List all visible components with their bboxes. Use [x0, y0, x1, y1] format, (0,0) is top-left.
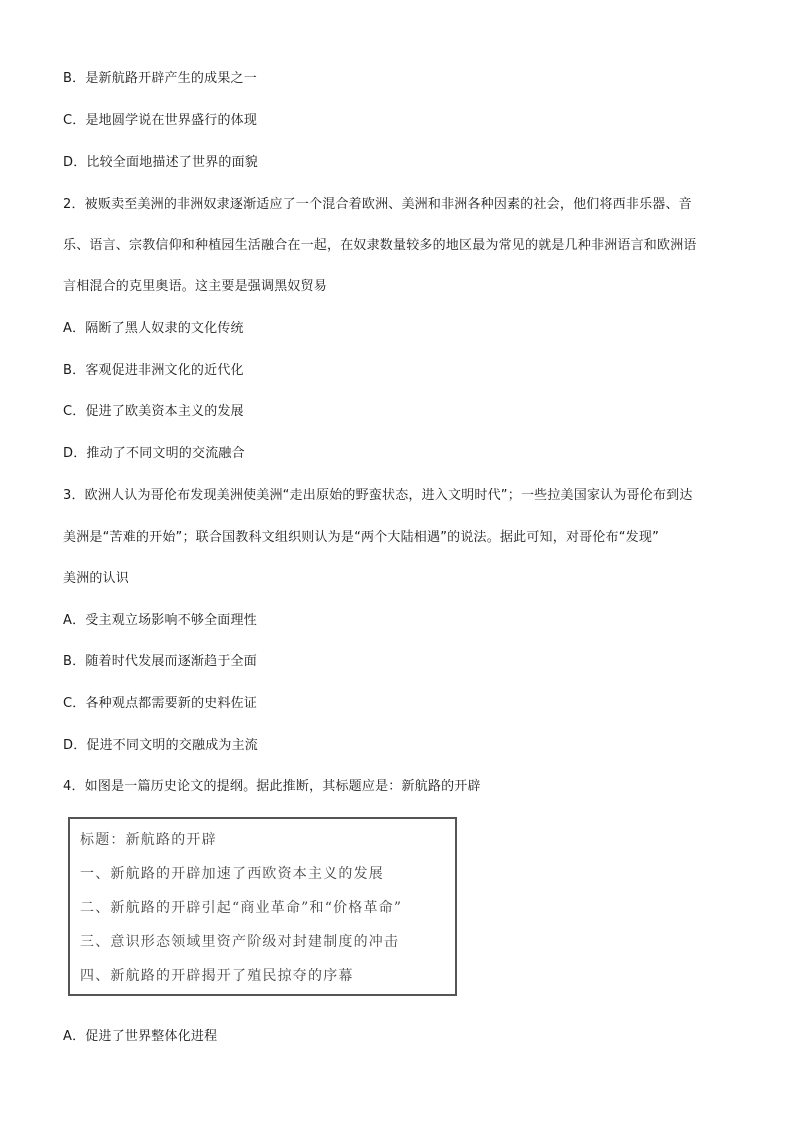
q3-stem-line-1: 3．欧洲人认为哥伦布发现美洲使美洲“走出原始的野蛮状态，进入文明时代”；一些拉美国家认为哥伦布到达: [63, 488, 693, 503]
q1-option-c: C．是地圆学说在世界盛行的体现: [63, 113, 258, 128]
q1-option-b: B．是新航路开辟产生的成果之一: [63, 71, 257, 86]
q4-option-a: A．促进了世界整体化进程: [63, 1029, 218, 1044]
q2-stem-line-2: 乐、语言、宗教信仰和种植园生活融合在一起，在奴隶数量较多的地区最为常见的就是几种非洲语言和欧洲语: [63, 238, 697, 253]
thesis-outline-figure: [68, 817, 457, 996]
q1-option-d: D．比较全面地描述了世界的面貌: [63, 155, 259, 170]
q3-option-c: C．各种观点都需要新的史料佐证: [63, 696, 258, 711]
outline-title: 标题：新航路的开辟: [80, 832, 217, 848]
q2-stem-line-3: 言相混合的克里奥语。这主要是强调黑奴贸易: [63, 279, 328, 294]
outline-item-1: 一、新航路的开辟加速了西欧资本主义的发展: [80, 866, 384, 882]
q3-stem-line-3: 美洲的认识: [63, 571, 130, 586]
q2-option-a: A．隔断了黑人奴隶的文化传统: [63, 321, 244, 336]
q4-stem: 4．如图是一篇历史论文的提纲。据此推断，其标题应是：新航路的开辟: [63, 779, 481, 794]
q2-option-c: C．促进了欧美资本主义的发展: [63, 404, 244, 419]
q3-stem-line-2: 美洲是“苦难的开始”；联合国教科文组织则认为是“两个大陆相遇”的说法。据此可知，对哥伦布“发现”: [63, 530, 660, 545]
q2-option-d: D．推动了不同文明的交流融合: [63, 446, 245, 461]
q2-option-b: B．客观促进非洲文化的近代化: [63, 363, 244, 378]
outline-item-2: 二、新航路的开辟引起“商业革命”和“价格革命”: [80, 900, 403, 916]
q2-stem-line-1: 2．被贩卖至美洲的非洲奴隶逐渐适应了一个混合着欧洲、美洲和非洲各种因素的社会，他们将西非乐器、音: [63, 197, 692, 212]
q3-option-a: A．受主观立场影响不够全面理性: [63, 613, 257, 628]
q3-option-b: B．随着时代发展而逐渐趋于全面: [63, 654, 257, 669]
outline-item-4: 四、新航路的开辟揭开了殖民掠夺的序幕: [80, 968, 354, 984]
outline-item-3: 三、意识形态领域里资产阶级对封建制度的冲击: [80, 934, 400, 950]
q3-option-d: D．促进不同文明的交融成为主流: [63, 738, 259, 753]
